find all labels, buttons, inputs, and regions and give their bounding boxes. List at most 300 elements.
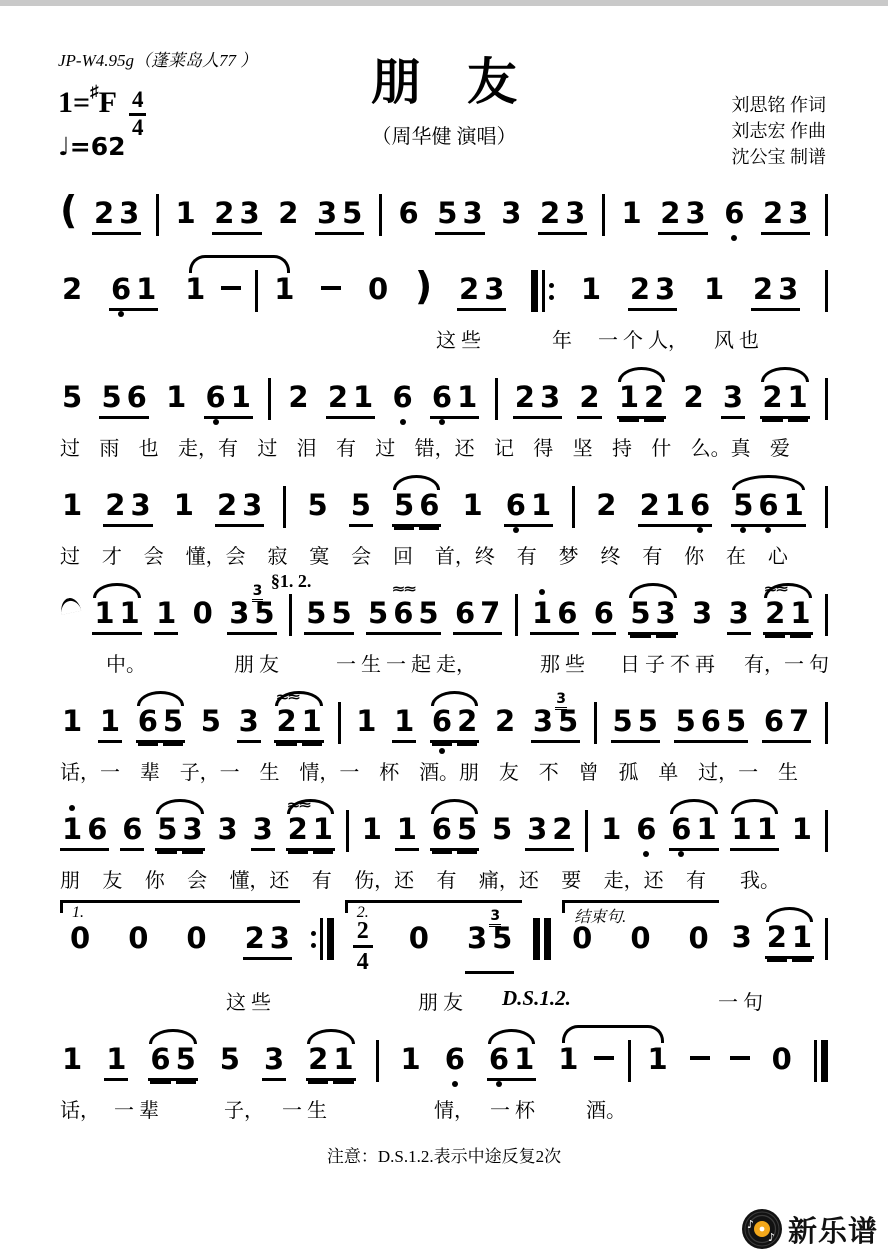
note-group: [721, 382, 745, 419]
note-group: [628, 923, 652, 957]
note: [732, 922, 752, 952]
note: [62, 1044, 82, 1074]
note-digit: 6: [398, 196, 419, 230]
parenthesis: (: [60, 188, 78, 232]
note-group: [457, 274, 506, 311]
note: [784, 490, 804, 520]
mordent-icon: ≈≈: [763, 582, 787, 597]
note-group: [103, 490, 152, 527]
note-digit: 1: [462, 488, 483, 522]
time-signature: [353, 919, 373, 974]
lyric-syllable: 终: [600, 546, 621, 568]
lyric-syllable: 得: [533, 438, 554, 460]
barline: [255, 274, 258, 312]
note-digit: 2: [457, 704, 478, 738]
note-digit: 1: [756, 812, 777, 846]
note-digit: 5: [162, 704, 184, 738]
note: [581, 274, 601, 304]
note-digit: 1: [601, 812, 622, 846]
note-digit: 5: [175, 1042, 196, 1076]
note-group: [304, 598, 353, 635]
note-digit: 3: [728, 596, 749, 630]
note-group: [763, 582, 812, 635]
sharp-icon: ♯: [90, 82, 99, 101]
note: [185, 274, 205, 308]
note: [572, 923, 592, 953]
note: [692, 598, 712, 628]
note-group: [360, 814, 384, 848]
note: [182, 814, 202, 844]
volta-cells: [68, 923, 292, 960]
note-group: [690, 598, 714, 632]
note-digit: 1: [361, 812, 382, 846]
note-digit: 3: [466, 921, 488, 955]
note-group: [286, 382, 310, 416]
note: [157, 814, 177, 844]
lyric-row: [0, 986, 888, 1018]
note: [622, 198, 642, 228]
note: [401, 1044, 421, 1074]
note-digit: 5: [342, 196, 363, 230]
barline: [338, 702, 341, 744]
note-group: [354, 706, 378, 740]
note-group: [212, 198, 261, 235]
note: [391, 582, 415, 630]
lyric-syllable: 会: [187, 870, 208, 892]
note-digit: 5: [306, 596, 327, 630]
music-system-8: [0, 900, 888, 1018]
lyric-phrase: 年: [552, 330, 572, 352]
note: [655, 274, 675, 304]
vinyl-record-icon: [741, 1208, 783, 1250]
note: [122, 814, 142, 844]
note-digit: 5: [101, 380, 122, 414]
note: [175, 198, 195, 228]
barline: [283, 486, 286, 528]
note-group: [349, 490, 373, 527]
octave-dot: [731, 235, 737, 241]
octave-dot: [697, 527, 703, 533]
note-digit: 2: [763, 196, 784, 230]
note-group: [435, 198, 484, 235]
note: [138, 706, 158, 736]
note-digit: 6: [593, 596, 614, 630]
note: [619, 382, 639, 412]
note-group: [392, 490, 441, 527]
note: [557, 598, 577, 628]
note-digit: 1: [353, 380, 374, 414]
note-group: [628, 598, 677, 635]
dash-note: [221, 274, 241, 312]
note-digit: 5: [219, 1042, 240, 1076]
note-digit: 6: [671, 812, 692, 846]
note: [463, 490, 483, 520]
note-digit: 1: [664, 488, 685, 522]
lyric-phrase: 我。: [740, 870, 780, 892]
dash-note: [321, 274, 341, 290]
note: [264, 1044, 284, 1074]
note-digit: 3: [722, 380, 744, 414]
note-digit: 1: [106, 1042, 127, 1076]
lyric-syllable: 走，有: [177, 438, 238, 460]
note: [217, 490, 237, 520]
note-digit: 3: [239, 196, 260, 230]
note-digit: 1: [396, 812, 417, 846]
lyric-syllable: 坚: [572, 438, 593, 460]
note-group: [453, 598, 502, 635]
note-group: [681, 382, 705, 416]
note: [690, 490, 710, 520]
note-digit: 1: [703, 272, 725, 306]
song-title: 朋友: [371, 54, 563, 110]
note: [163, 706, 183, 736]
volta-label: 1.: [72, 904, 84, 921]
barline: [825, 274, 828, 312]
key-tonic: F: [98, 86, 117, 119]
note-digit: 1: [696, 812, 717, 846]
slur-continuation-icon: [59, 596, 82, 615]
note-group: [730, 922, 754, 956]
repeat-bar: [320, 918, 323, 960]
lyric-syllable: 首，终: [434, 546, 495, 568]
note-digit: 1: [731, 812, 752, 846]
note-digit: 5: [418, 596, 439, 630]
note-digit: 1: [394, 704, 415, 738]
note-group: [395, 814, 419, 851]
note-digit: 6: [724, 196, 745, 230]
note-digit: 2: [660, 196, 681, 230]
note-group: [638, 490, 713, 527]
note: [788, 382, 808, 412]
note-group: [262, 1044, 286, 1081]
tempo-value: =62: [69, 132, 126, 161]
note-digit: 1: [618, 380, 639, 414]
note-digit: 6: [392, 380, 413, 414]
note-digit: 6: [137, 704, 158, 738]
note-group: [155, 814, 204, 851]
note-group: [577, 382, 601, 419]
note: [286, 798, 310, 846]
note: [601, 814, 621, 844]
music-system-1: [0, 176, 888, 248]
note-group: [513, 382, 562, 419]
note-digit: 5: [368, 596, 389, 630]
lyric-phrase: 朋 友: [234, 654, 279, 676]
tempo-marking: [58, 132, 126, 161]
note-group: [556, 1044, 580, 1082]
note-digit: 3: [788, 196, 809, 230]
note-digit: 3: [238, 704, 259, 738]
note-group: [68, 923, 92, 960]
note: [353, 382, 373, 412]
note-digit: 2: [216, 488, 238, 522]
note-digit: 5: [394, 488, 415, 522]
notation-glyph: [311, 931, 316, 936]
note: [778, 274, 798, 304]
barline: [825, 270, 828, 312]
note-group: [611, 706, 660, 743]
note-digit: 3: [182, 812, 203, 846]
octave-dot: [452, 1081, 458, 1087]
note: [789, 706, 809, 736]
note: [660, 198, 680, 228]
note-group: [658, 198, 707, 235]
note-group: [60, 490, 84, 524]
lyric-syllable: 在: [726, 546, 747, 568]
note: [689, 923, 709, 953]
note-group: [407, 923, 431, 974]
octave-dot: [513, 527, 519, 533]
note: [696, 814, 716, 844]
lyric-syllable: 过，一: [698, 762, 759, 784]
note: [656, 598, 676, 628]
note-digit: 1: [156, 596, 177, 630]
repeat-bar: [821, 1040, 828, 1082]
note: [515, 382, 535, 412]
lyric-syllable: 情，一: [299, 762, 360, 784]
note-digit: 1: [621, 196, 642, 230]
note-group: [430, 382, 479, 419]
note-digit: 5: [733, 488, 754, 522]
note-group: [154, 598, 178, 635]
note: [218, 814, 238, 844]
lyric-syllable: 会: [143, 546, 164, 568]
note-group: [731, 490, 806, 527]
note-group: [306, 490, 330, 524]
logo-text: 新乐谱: [787, 1213, 878, 1248]
barline: [602, 194, 605, 236]
note-digit: 2: [539, 196, 561, 230]
note: [392, 382, 412, 412]
note-group: [751, 274, 800, 311]
note-group: [399, 1044, 423, 1078]
note: [540, 198, 560, 228]
note-digit: 2: [579, 380, 600, 414]
lyric-syllable: 孤: [618, 762, 639, 784]
note-digit: 3: [532, 704, 554, 738]
note: [532, 598, 552, 628]
lyric-syllable: 会: [351, 546, 372, 568]
note-digit: 3: [316, 196, 338, 230]
octave-dot: [496, 1081, 502, 1087]
note-digit: 6: [393, 596, 414, 630]
note-digit: 2: [287, 812, 308, 846]
note-digit: 3: [527, 812, 548, 846]
volta-bracket: [345, 900, 523, 974]
mordent-icon: ≈≈: [391, 582, 415, 597]
note-digit: 1: [312, 812, 333, 846]
note: [254, 598, 274, 628]
barline: [825, 594, 828, 636]
note-group: [184, 923, 208, 960]
note: [176, 1044, 196, 1074]
lyric-phrase: D.S.1.2.: [502, 986, 571, 1010]
note: [466, 908, 501, 967]
note-digit: 1: [558, 1042, 579, 1076]
lyric-row: [0, 540, 888, 572]
note: [317, 198, 337, 228]
note-digit: 3: [252, 812, 273, 846]
note-group: [104, 1044, 128, 1081]
note: [278, 198, 298, 228]
note-digit: 3: [484, 272, 505, 306]
parenthesis: ): [414, 264, 433, 308]
note: [764, 706, 784, 736]
note: [676, 706, 696, 736]
lyric-row: [0, 864, 888, 896]
note-digit: 0: [572, 921, 593, 955]
note: [128, 923, 148, 956]
note-digit: 2: [752, 272, 774, 306]
music-system-5: [0, 571, 888, 680]
note-group: [215, 490, 264, 527]
note: [772, 1044, 792, 1074]
note-group: [674, 706, 749, 743]
note-digit: 5: [62, 380, 83, 414]
lyric-syllable: 伤，还: [354, 870, 415, 892]
note: [540, 382, 560, 412]
note-digit: 3: [462, 196, 483, 230]
note-digit: 5: [456, 812, 478, 846]
lyric-syllable: 友: [498, 762, 519, 784]
barline: [825, 814, 828, 852]
note-digit: 6: [454, 596, 476, 630]
note-group: [487, 1044, 536, 1081]
note-group: [274, 690, 323, 743]
note-group: [493, 706, 517, 740]
note: [671, 814, 691, 844]
note-digit: 2: [105, 488, 126, 522]
meter-denominator: 4: [131, 115, 144, 141]
note-group: [191, 598, 215, 632]
note: [532, 691, 567, 738]
note-digit: 2: [683, 380, 704, 414]
mordent-icon: ≈≈: [275, 690, 299, 705]
barline: [515, 594, 518, 636]
octave-dot: [439, 419, 445, 425]
key-signature: [58, 82, 146, 141]
lyric-phrase: 这 些: [226, 992, 271, 1014]
lyric-syllable: 辈: [139, 762, 160, 784]
lyric-syllable: 寂: [267, 546, 288, 568]
lyric-phrase: [60, 864, 706, 893]
octave-dot: [740, 527, 746, 533]
note: [638, 706, 658, 736]
note-group: [762, 706, 811, 743]
repeat-bar: [531, 270, 538, 312]
note-row: [60, 792, 828, 864]
note: [150, 1044, 170, 1074]
note-group: [60, 274, 84, 308]
volta-cells: [570, 923, 711, 957]
note-digit: 2: [288, 380, 309, 414]
note-digit: 1: [356, 704, 377, 738]
barline: [255, 270, 258, 312]
note-digit: 6: [122, 812, 143, 846]
note-digit: 5: [558, 704, 579, 738]
grace-note: 3: [252, 584, 264, 602]
note-group: [60, 706, 84, 740]
lyric-syllable: 子，一: [179, 762, 240, 784]
note-digit: 2: [514, 380, 535, 414]
barline: [283, 490, 286, 528]
note-digit: 5: [307, 488, 328, 522]
lyric-syllable: 酒。朋: [419, 762, 480, 784]
lyric-syllable: 过: [60, 546, 80, 568]
note: [193, 598, 213, 628]
note-digit: 5: [630, 596, 651, 630]
music-system-4: [0, 468, 888, 572]
lyric-syllable: 不: [538, 762, 559, 784]
note-group: [531, 691, 580, 743]
note-digit: 1: [230, 380, 251, 414]
note: [432, 814, 452, 844]
barline: [594, 702, 597, 744]
lyric-phrase: 日 子 不 再: [620, 654, 715, 676]
octave-dot: [539, 589, 545, 595]
note-group: [770, 1044, 794, 1078]
barline: [376, 1040, 379, 1082]
notation-glyph: [549, 283, 554, 288]
lyric-syllable: 懂，还: [229, 870, 290, 892]
note-digit: 0: [771, 1042, 792, 1076]
lyric-syllable: 梦: [558, 546, 579, 568]
key-prefix: 1=: [58, 86, 91, 119]
time-sig-numerator: 2: [353, 919, 373, 948]
time-sig-denominator: 4: [356, 949, 369, 975]
ds-footnote: 注意：D.S.1.2.表示中途反复2次: [326, 1147, 562, 1166]
note: [788, 198, 808, 228]
note-digit: 2: [214, 196, 235, 230]
credits-block: [732, 92, 827, 170]
note: [630, 923, 650, 953]
note-digit: 2: [276, 704, 297, 738]
note: [753, 274, 773, 304]
note: [630, 274, 650, 304]
note-digit: 2: [766, 920, 787, 954]
note-row: [60, 176, 828, 248]
lyric-phrase: 风 也: [714, 330, 759, 352]
lyric-phrase: [60, 756, 798, 785]
note-digit: 3: [501, 196, 522, 230]
note-group: [730, 814, 779, 851]
barline: [825, 598, 828, 636]
note-group: [727, 598, 751, 635]
note-digit: 2: [765, 596, 786, 630]
note-group: [430, 706, 479, 743]
note: [484, 274, 504, 304]
note: [455, 598, 475, 628]
note-digit: 6: [419, 488, 440, 522]
note-group: [504, 490, 553, 527]
note: [342, 198, 362, 228]
note-digit: 1: [62, 1042, 83, 1076]
note-digit: 7: [480, 596, 501, 630]
barline: [346, 810, 349, 852]
lyric-phrase: 有，一 句: [744, 654, 829, 676]
note-digit: 1: [99, 704, 121, 738]
note-row: [60, 1022, 828, 1094]
note: [239, 198, 259, 228]
note: [220, 1044, 240, 1074]
note: [394, 490, 414, 520]
note-digit: 5: [200, 704, 221, 738]
note-group: [172, 490, 196, 524]
lyric-syllable: 心: [767, 546, 788, 568]
note: [457, 382, 477, 412]
note-group: [272, 274, 296, 312]
note: [594, 598, 614, 628]
